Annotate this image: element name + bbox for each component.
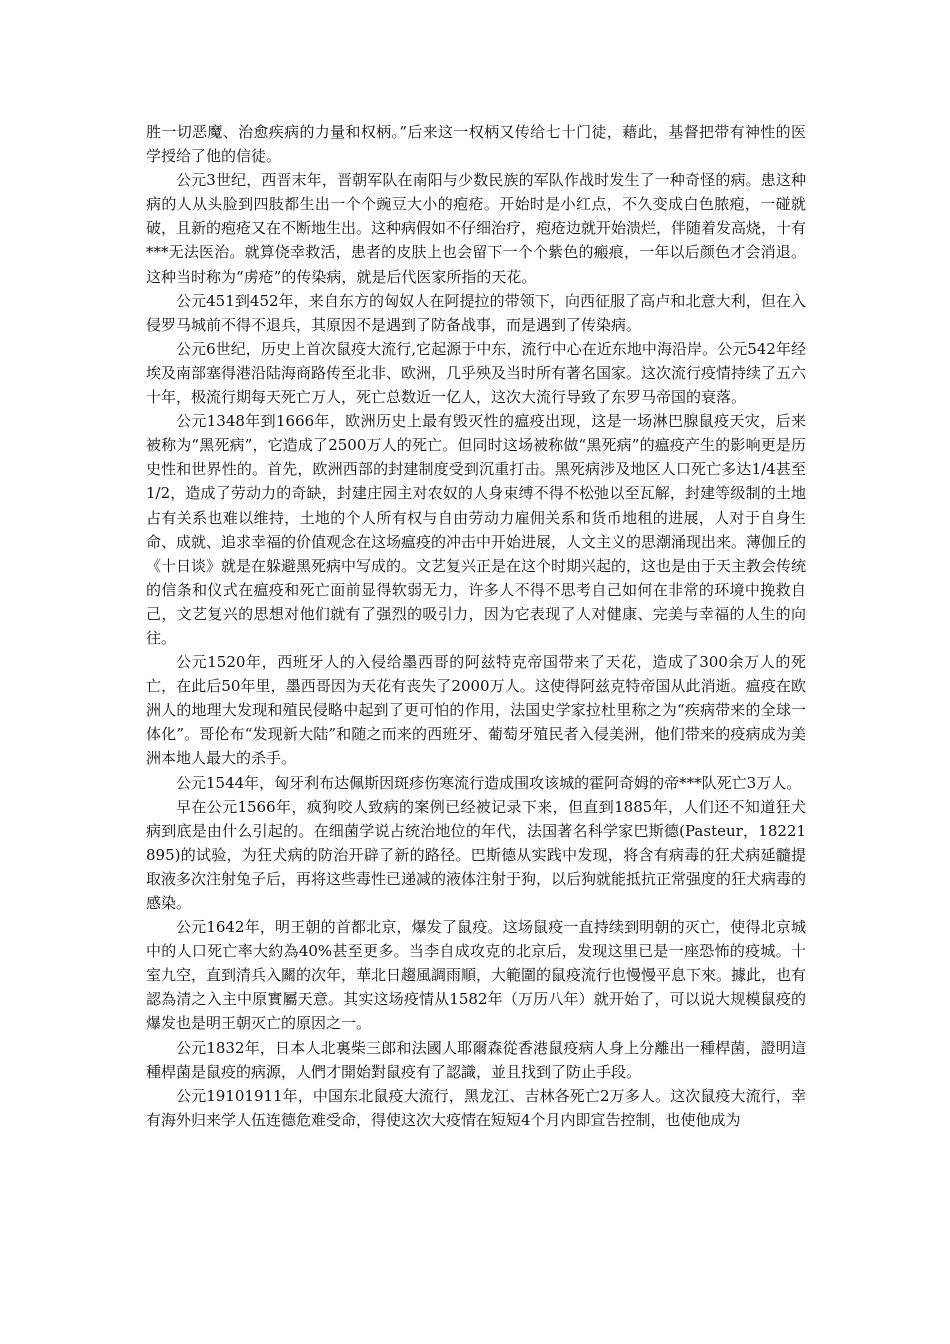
paragraph-rabies-1566: 早在公元1566年，疯狗咬人致病的案例已经被记录下来，但直到1885年，人们还不知道狂犬病到底是由什么引起的。在细菌学说占统治地位的年代，法国著名科学家巴斯德(Pasteur，18221895)的试验，为狂犬病的防治开辟了新的路径。巴斯德从实践中发现，将含有病毒的狂犬病延髓提取液多次注射兔子后，再将这些毒性已递减的液体注射于狗，以后狗就能抵抗正常强度的狂犬病毒的感染。 [146, 797, 807, 912]
paragraph-plague-bacillus-1832: 公元1832年，日本人北裏柴三郎和法國人耶爾森從香港鼠疫病人身上分離出一種桿菌，證明這種桿菌是鼠疫的病源，人們才開始對鼠疫有了認識，並且找到了防止手段。 [146, 1038, 806, 1081]
paragraph-manchuria-plague-1910: 公元19101911年，中国东北鼠疫大流行，黑龙江、吉林各死亡2万多人。这次鼠疫大流行，幸有海外归来学人伍连德危难受命，得使这次大疫情在短短4个月内即宣告控制，也使他成为 [146, 1086, 806, 1129]
paragraph-black-death: 公元1348年到1666年，欧洲历史上最有毁灭性的瘟疫出现，这是一场淋巴腺鼠疫天灾，后来被称为“黑死病”，它造成了2500万人的死亡。但同时这场被称做“黑死病”的瘟疫产生的影响更是历史性和世界性的。首先，欧洲西部的封建制度受到沉重打击。黑死病涉及地区人口死亡多达1/4甚至1/2，造成了劳动力的奇缺，封建庄园主对农奴的人身束缚不得不松弛以至瓦解，封建等级制的土地占有关系也难以维持，土地的个人所有权与自由劳动力雇佣关系和货币地租的进展，人对于自身生命、成就、追求幸福的价值观念在这场瘟疫的冲击中开始进展，人文主义的思潮涌现出来。薄伽丘的《十日谈》就是在躲避黑死病中写成的。文艺复兴正是在这个时期兴起的，这也是由于天主教会传统的信条和仪式在瘟疫和死亡面前显得软弱无力，许多人不得不思考自己如何在非常的环境中挽救自己，文艺复兴的思想对他们就有了强烈的吸引力，因为它表现了人对健康、完美与幸福的人生的向往。 [146, 412, 807, 647]
paragraph-continuation: 胜一切恶魔、治愈疾病的力量和权柄。”后来这一权柄又传给七十门徒，藉此，基督把带有神性的医学授给了他的信徒。 [146, 123, 806, 166]
paragraph-typhus-1544: 公元1544年，匈牙利布达佩斯因斑疹伤寒流行造成围攻该城的霍阿奇姆的帝***队死亡3万人。 [176, 773, 802, 792]
paragraph-plague-6th-century: 公元6世纪，历史上首次鼠疫大流行,它起源于中东，流行中心在近东地中海沿岸。公元542年经埃及南部塞得港沿陆海商路传至北非、欧洲，几乎殃及当时所有著名国家。这次流行疫情持续了五六十年，极流行期每天死亡万人，死亡总数近一亿人，这次大流行导致了东罗马帝国的衰落。 [146, 339, 807, 407]
paragraph-smallpox-mexico-1520: 公元1520年，西班牙人的入侵给墨西哥的阿兹特克帝国带来了天花，造成了300余万人的死亡，在此后50年里，墨西哥因为天花有丧失了2000万人。这使得阿兹克特帝国从此消逝。瘟疫在欧洲人的地理大发现和殖民侵略中起到了更可怕的作用，法国史学家拉杜里称之为“疾病带来的全球一体化”。哥伦布“发现新大陆”和随之而来的西班牙、葡萄牙殖民者入侵美洲，他们带来的疫病成为美洲本地人最大的杀手。 [146, 653, 806, 768]
paragraph-beijing-plague-1642: 公元1642年，明王朝的首都北京，爆发了鼠疫。这场鼠疫一直持续到明朝的灭亡，使得北京城中的人口死亡率大約為40%甚至更多。当李自成攻克的北京后，发现这里已是一座恐怖的疫城。十室九空，直到清兵入關的次年，華北日趨風調雨順，大範圍的鼠疫流行也慢慢平息下來。據此，也有認為清之入主中原實屬天意。其实这场疫情从1582年（万历八年）就开始了，可以说大规模鼠疫的爆发也是明王朝灭亡的原因之一。 [146, 918, 807, 1033]
paragraph-huns-451: 公元451到452年，来自东方的匈奴人在阿提拉的带领下，向西征服了高卢和北意大利，但在入侵罗马城前不得不退兵，其原因不是遇到了防备战事，而是遇到了传染病。 [146, 291, 806, 334]
document-page [146, 120, 806, 1132]
paragraph-smallpox-3rd-century: 公元3世纪，西晋末年，晋朝军队在南阳与少数民族的军队作战时发生了一种奇怪的病。患这种病的人从头脸到四肢都生出一个个豌豆大小的疱疮。开始时是小红点，不久变成白色脓疱，一碰就破，且新的疱疮又在不断地生出。这种病假如不仔细治疗，疱疮边就开始溃烂，伴随着发高烧，十有***无法医治。就算侥幸救活，患者的皮肤上也会留下一个个紫色的瘢痕，一年以后颜色才会消退。这种当时称为“虏疮”的传染病，就是后代医家所指的天花。 [146, 171, 807, 286]
